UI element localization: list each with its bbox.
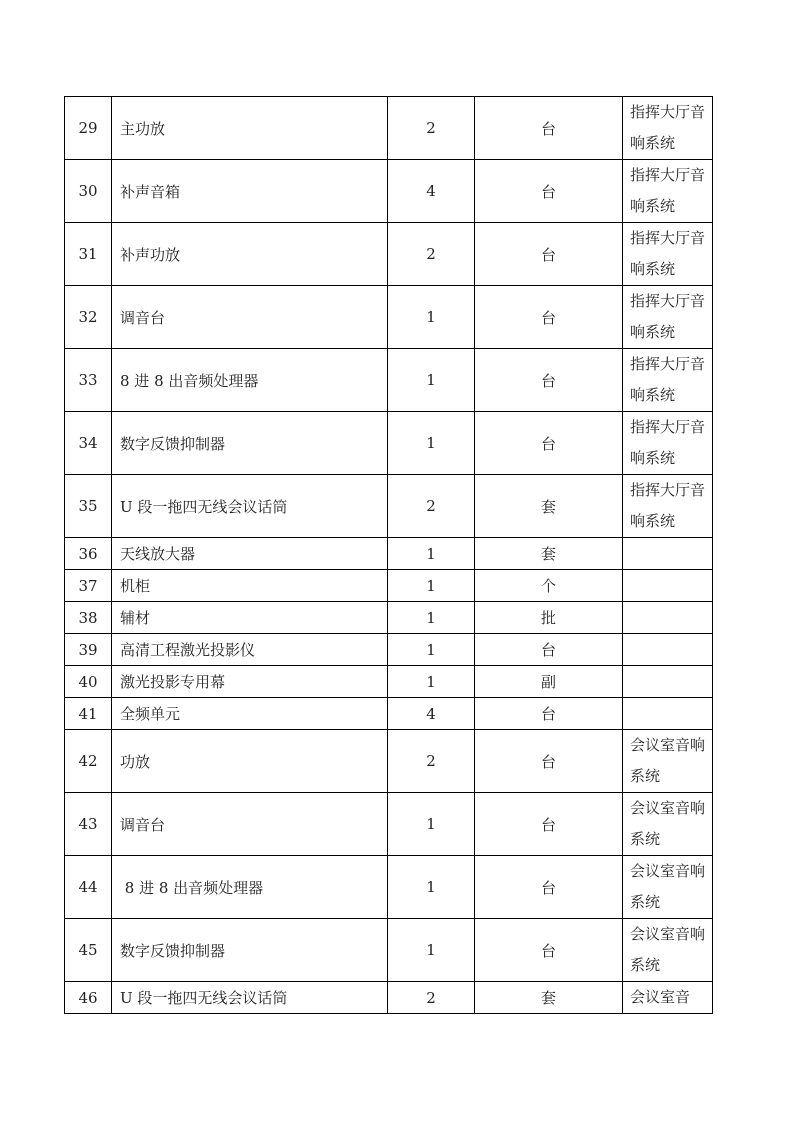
row-number-cell: 45 <box>65 919 112 982</box>
equipment-table-body <box>65 97 713 1014</box>
remark-cell <box>623 570 713 602</box>
quantity-cell: 2 <box>388 97 475 160</box>
item-name-cell: 天线放大器 <box>112 538 388 570</box>
table-row <box>65 97 713 160</box>
table-row <box>65 666 713 698</box>
item-name-cell: 补声功放 <box>112 223 388 286</box>
remark-cell: 会议室音 <box>623 982 713 1014</box>
unit-cell: 套 <box>475 538 623 570</box>
table-row <box>65 919 713 982</box>
item-name-cell: 调音台 <box>112 793 388 856</box>
table-row <box>65 730 713 793</box>
unit-cell: 台 <box>475 856 623 919</box>
quantity-cell: 1 <box>388 286 475 349</box>
item-name-cell: U 段一拖四无线会议话筒 <box>112 982 388 1014</box>
row-number-cell: 36 <box>65 538 112 570</box>
item-name-cell: 8 进 8 出音频处理器 <box>112 856 388 919</box>
remark-cell: 指挥大厅音响系统 <box>623 97 713 160</box>
remark-cell: 指挥大厅音响系统 <box>623 286 713 349</box>
table-row <box>65 602 713 634</box>
remark-cell: 指挥大厅音响系统 <box>623 475 713 538</box>
row-number-cell: 29 <box>65 97 112 160</box>
table-row <box>65 160 713 223</box>
quantity-cell: 1 <box>388 570 475 602</box>
table-row <box>65 412 713 475</box>
quantity-cell: 2 <box>388 982 475 1014</box>
item-name-cell: 数字反馈抑制器 <box>112 919 388 982</box>
unit-cell: 套 <box>475 475 623 538</box>
remark-cell: 会议室音响系统 <box>623 730 713 793</box>
quantity-cell: 1 <box>388 919 475 982</box>
unit-cell: 台 <box>475 286 623 349</box>
item-name-cell: 补声音箱 <box>112 160 388 223</box>
unit-cell: 台 <box>475 97 623 160</box>
remark-cell <box>623 538 713 570</box>
table-row <box>65 793 713 856</box>
row-number-cell: 44 <box>65 856 112 919</box>
unit-cell: 套 <box>475 982 623 1014</box>
row-number-cell: 46 <box>65 982 112 1014</box>
item-name-cell: 功放 <box>112 730 388 793</box>
row-number-cell: 37 <box>65 570 112 602</box>
item-name-cell: 调音台 <box>112 286 388 349</box>
row-number-cell: 42 <box>65 730 112 793</box>
unit-cell: 台 <box>475 223 623 286</box>
unit-cell: 副 <box>475 666 623 698</box>
quantity-cell: 1 <box>388 349 475 412</box>
item-name-cell: 高清工程激光投影仪 <box>112 634 388 666</box>
remark-cell <box>623 666 713 698</box>
unit-cell: 台 <box>475 730 623 793</box>
table-row <box>65 856 713 919</box>
remark-cell: 会议室音响系统 <box>623 919 713 982</box>
unit-cell: 个 <box>475 570 623 602</box>
row-number-cell: 43 <box>65 793 112 856</box>
quantity-cell: 1 <box>388 538 475 570</box>
quantity-cell: 1 <box>388 793 475 856</box>
row-number-cell: 34 <box>65 412 112 475</box>
table-row <box>65 286 713 349</box>
row-number-cell: 30 <box>65 160 112 223</box>
quantity-cell: 1 <box>388 856 475 919</box>
table-row <box>65 570 713 602</box>
remark-cell: 会议室音响系统 <box>623 793 713 856</box>
item-name-cell: 主功放 <box>112 97 388 160</box>
row-number-cell: 38 <box>65 602 112 634</box>
unit-cell: 台 <box>475 698 623 730</box>
quantity-cell: 1 <box>388 602 475 634</box>
table-row <box>65 475 713 538</box>
row-number-cell: 40 <box>65 666 112 698</box>
unit-cell: 台 <box>475 919 623 982</box>
remark-cell: 指挥大厅音响系统 <box>623 349 713 412</box>
quantity-cell: 4 <box>388 698 475 730</box>
remark-cell <box>623 698 713 730</box>
table-row <box>65 223 713 286</box>
quantity-cell: 1 <box>388 666 475 698</box>
row-number-cell: 33 <box>65 349 112 412</box>
row-number-cell: 35 <box>65 475 112 538</box>
table-row <box>65 538 713 570</box>
row-number-cell: 41 <box>65 698 112 730</box>
quantity-cell: 2 <box>388 223 475 286</box>
row-number-cell: 31 <box>65 223 112 286</box>
item-name-cell: 8 进 8 出音频处理器 <box>112 349 388 412</box>
table-row <box>65 634 713 666</box>
table-row <box>65 698 713 730</box>
item-name-cell: 机柜 <box>112 570 388 602</box>
remark-cell: 指挥大厅音响系统 <box>623 223 713 286</box>
item-name-cell: 全频单元 <box>112 698 388 730</box>
item-name-cell: 数字反馈抑制器 <box>112 412 388 475</box>
remark-cell <box>623 602 713 634</box>
unit-cell: 批 <box>475 602 623 634</box>
row-number-cell: 32 <box>65 286 112 349</box>
item-name-cell: U 段一拖四无线会议话筒 <box>112 475 388 538</box>
unit-cell: 台 <box>475 160 623 223</box>
row-number-cell: 39 <box>65 634 112 666</box>
remark-cell: 指挥大厅音响系统 <box>623 160 713 223</box>
unit-cell: 台 <box>475 349 623 412</box>
remark-cell <box>623 634 713 666</box>
remark-cell: 指挥大厅音响系统 <box>623 412 713 475</box>
quantity-cell: 4 <box>388 160 475 223</box>
item-name-cell: 辅材 <box>112 602 388 634</box>
quantity-cell: 2 <box>388 475 475 538</box>
table-row <box>65 982 713 1014</box>
unit-cell: 台 <box>475 793 623 856</box>
quantity-cell: 1 <box>388 634 475 666</box>
equipment-table <box>64 96 713 1014</box>
item-name-cell: 激光投影专用幕 <box>112 666 388 698</box>
unit-cell: 台 <box>475 634 623 666</box>
table-row <box>65 349 713 412</box>
quantity-cell: 2 <box>388 730 475 793</box>
unit-cell: 台 <box>475 412 623 475</box>
remark-cell: 会议室音响系统 <box>623 856 713 919</box>
quantity-cell: 1 <box>388 412 475 475</box>
